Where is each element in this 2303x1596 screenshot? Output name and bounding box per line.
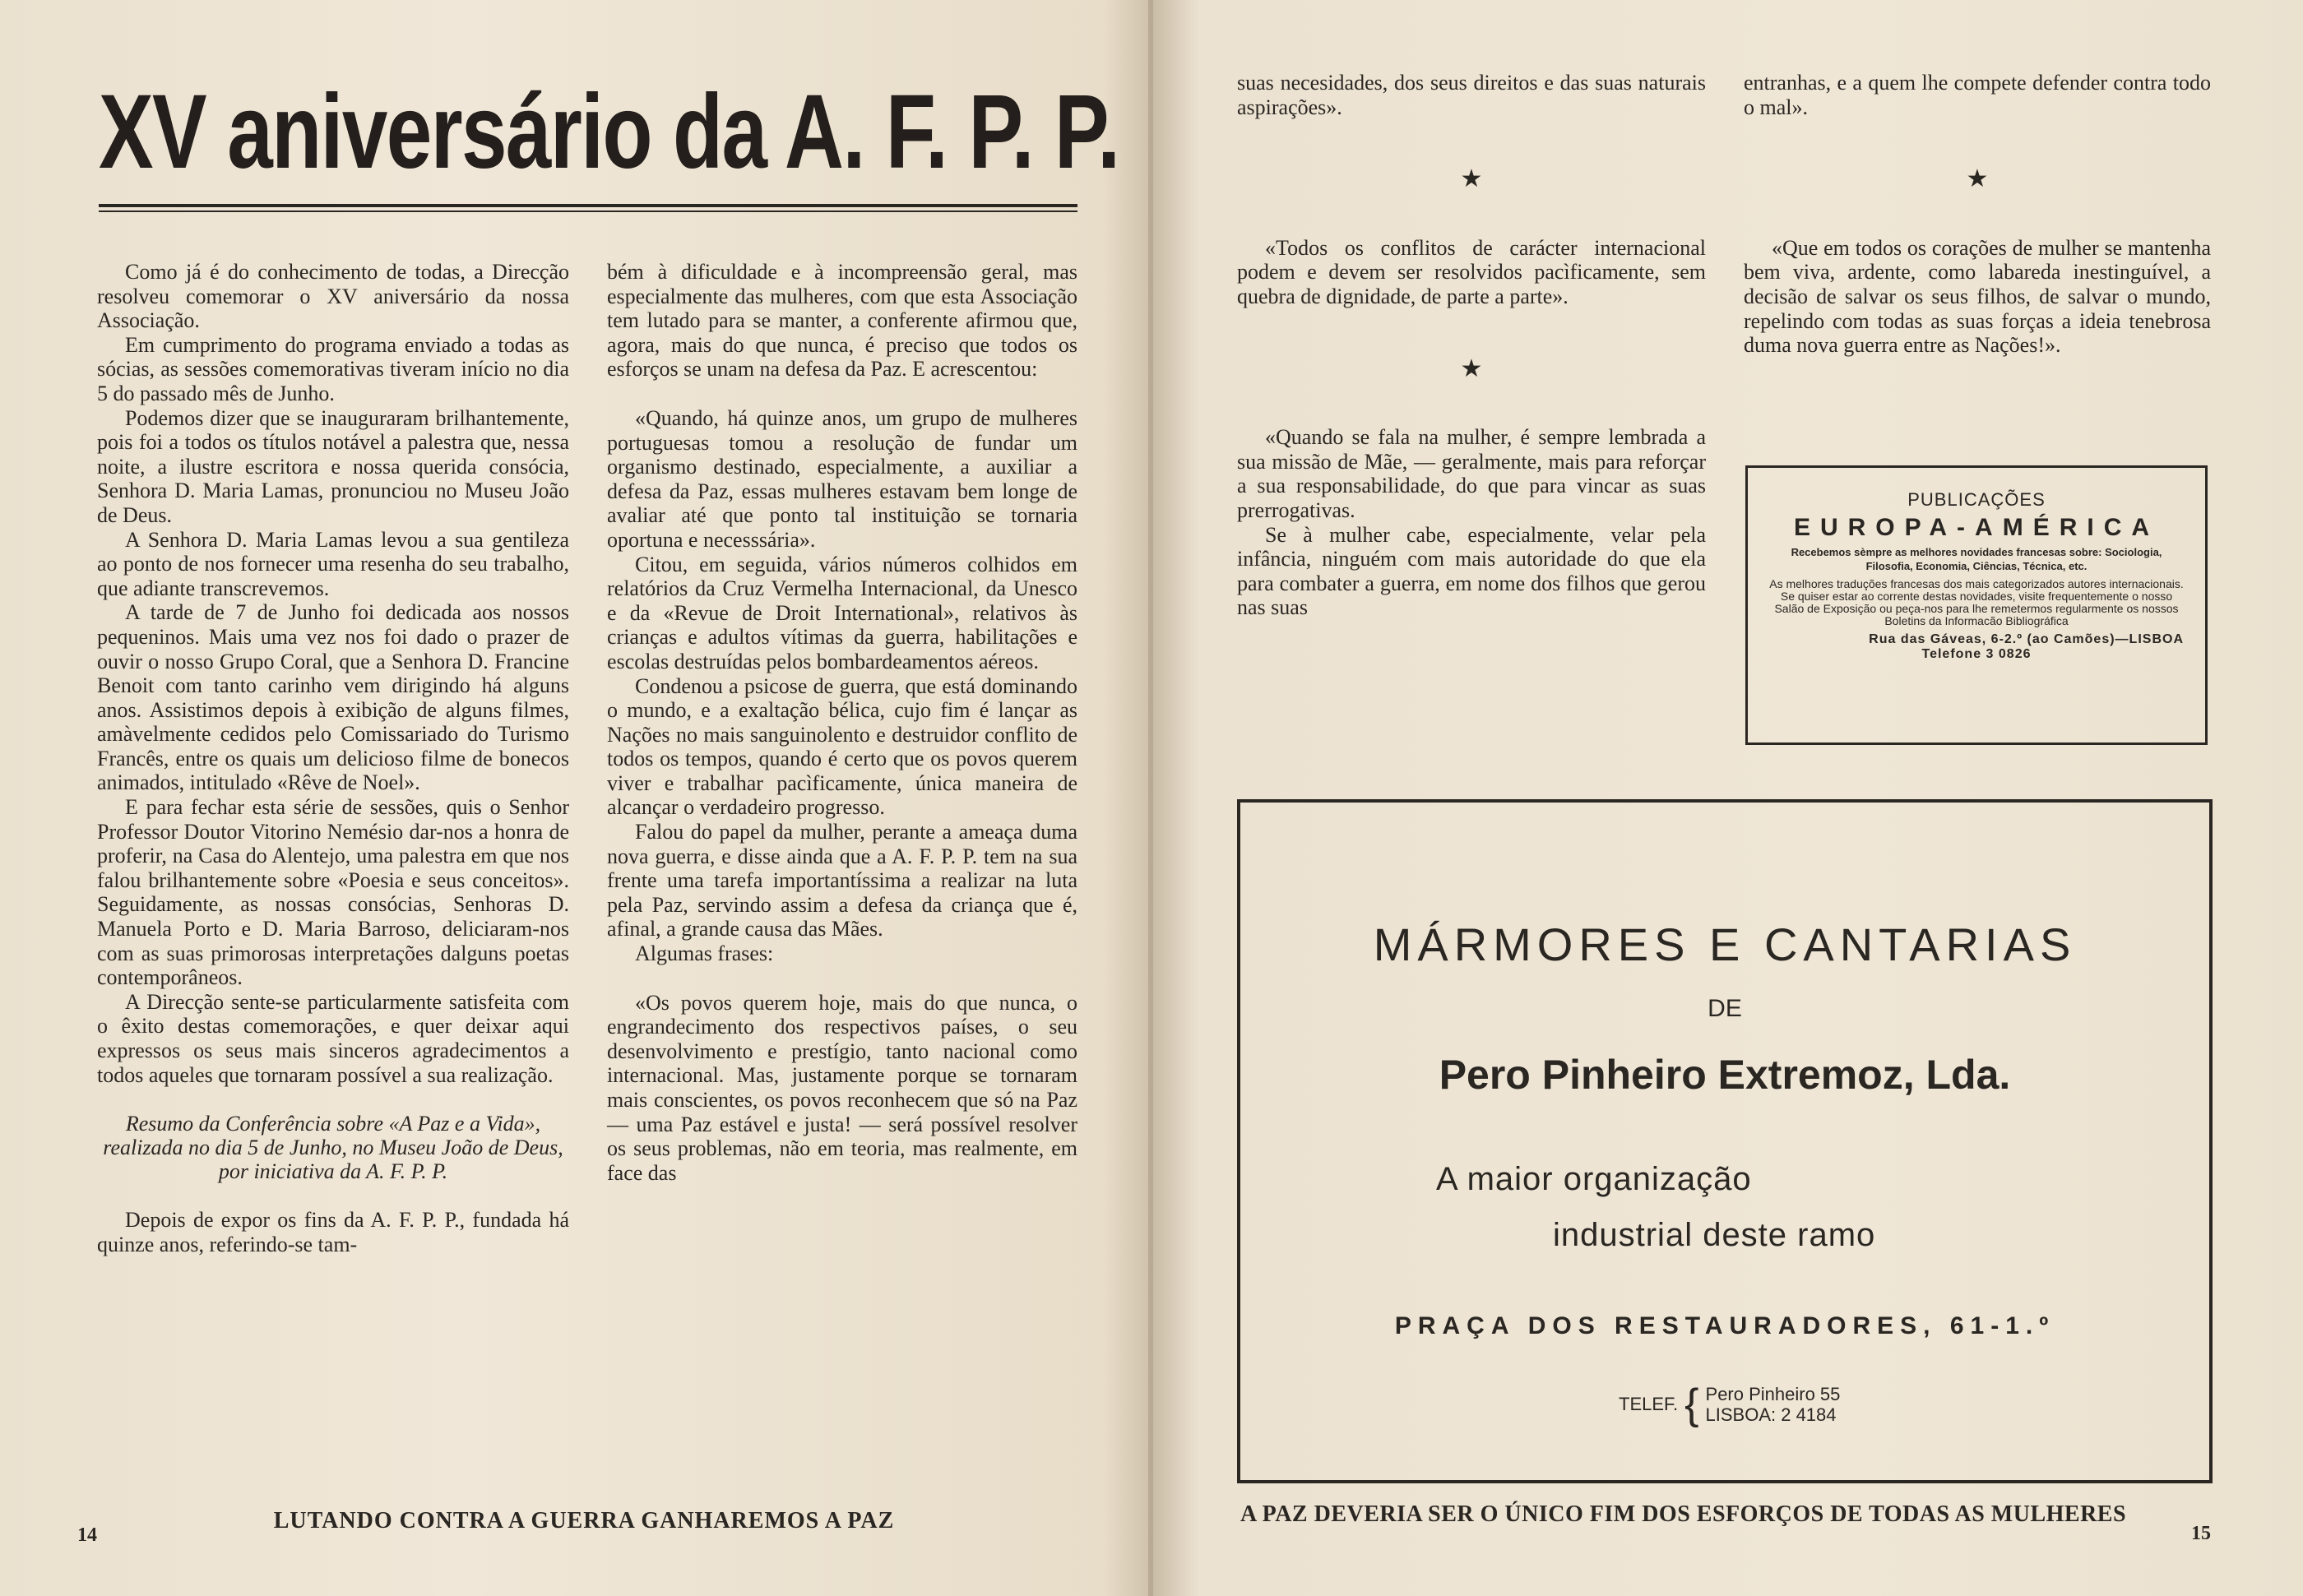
paragraph: bém à dificuldade e à incompreensão geral, mas especialmente das mulheres, com que esta Associação tem lutado para se manter, a conferente afirmou que, agora, mais do que nunca, é preciso que todos os esforços se unam na defesa da Paz. E acrescentou: (607, 260, 1077, 382)
quote-paragraph: «Quando, há quinze anos, um grupo de mulheres portuguesas tomou a resolução de fundar um organismo destinado, especialmente, a auxiliar a defesa da Paz, essas mulheres estavam bem longe de avaliar até que ponto tal instituição se tornaria oportuna e necesssária». (607, 405, 1077, 552)
paragraph: E para fechar esta série de sessões, quis o Senhor Professor Doutor Vitorino Nemésio dar-nos a honra de proferir, na Casa do Alentejo, uma palestra em que nos falou brilhantemente sobre «Poesia e seus conceitos». Seguidamente, as nossas consócias, Senhoras D. Manuela Porto e D. Maria Barroso, deliciaram-nos com as suas primorosas interpretações dalguns poetas contemporâneos. (97, 795, 569, 990)
right-page (1153, 0, 2303, 1596)
ad-text: Recebemos sèmpre as melhores novidades francesas sobre: Sociologia, Filosofia, Economia, Ciências, Técnica, etc. (1791, 546, 2162, 572)
left-page (0, 0, 1150, 1596)
tel-line: LISBOA: 2 4184 (1705, 1404, 1837, 1425)
tel-lines (1706, 1384, 1841, 1425)
ad-text: As melhores traduções francesas dos mais categorizados autores internacionais. Se quiser estar ao corrente destas novidades, visite frequentemente o nosso Salão de Exposição ou peça-nos para lhe remetermos regularmente os nossos Boletins da Informacão Bibliográfica (1769, 577, 2184, 627)
conference-caption: Resumo da Conferência sobre «A Paz e a Vida», realizada no dia 5 de Junho, no Museu João de Deus, por iniciativa da A. F. P. P. (103, 1112, 563, 1184)
ad-slogan: A maior organização (1436, 1161, 1752, 1197)
ad-address: PRAÇA DOS RESTAURADORES, 61-1.º (1394, 1312, 2055, 1339)
ad-brand: EUROPA-AMÉRICA (1793, 514, 2160, 541)
tel-line: Pero Pinheiro 55 (1705, 1384, 1841, 1404)
star-separator: ★ (1460, 165, 1483, 193)
page-number-left: 14 (77, 1524, 97, 1546)
paragraph: A Direcção sente-se particularmente satisfeita com o êxito destas comemorações, e quer deixar aqui expressos os seus mais sinceros agradecimentos a todos aqueles que tornaram possível a sua realização. (97, 989, 569, 1087)
left-column-1 (97, 260, 569, 1256)
star-separator: ★ (1460, 354, 1483, 382)
paragraph: Se à mulher cabe, especialmente, velar pela infância, ninguém com mais autoridade do que ela para combater a guerra, em nome dos filhos que gerou nas suas (1237, 522, 1706, 620)
paragraph: Como já é do conhecimento de todas, a Direcção resolveu comemorar o XV aniversário da nossa Associação. (97, 260, 569, 333)
ad-title: MÁRMORES E CANTARIAS (1373, 918, 2077, 970)
ad-marmores (1237, 799, 2213, 1483)
left-footer-slogan: LUTANDO CONTRA A GUERRA GANHAREMOS A PAZ (273, 1508, 895, 1534)
quote-paragraph: «Que em todos os corações de mulher se mantenha bem viva, ardente, como labareda inestinguível, a decisão de salvar os seus filhos, de salvar o mundo, repelindo com todas as suas forças a ideia tenebrosa duma nova guerra entre as Nações!». (1744, 235, 2211, 358)
ad-company: Pero Pinheiro Extremoz, Lda. (1439, 1052, 2011, 1098)
ad-slogan: industrial deste ramo (1553, 1217, 1876, 1253)
paragraph: entranhas, e a quem lhe compete defender contra todo o mal». (1744, 71, 2211, 119)
right-footer-slogan: A PAZ DEVERIA SER O ÚNICO FIM DOS ESFORÇOS DE TODAS AS MULHERES (1240, 1501, 2127, 1527)
ad-heading: PUBLICAÇÕES (1907, 489, 2046, 510)
headline: XV aniversário da A. F. P. P. (99, 73, 1119, 191)
ad-telephone (1619, 1383, 1840, 1426)
paragraph: Condenou a psicose de guerra, que está dominando o mundo, e a exaltação bélica, cujo fim é lançar as Nações no mais sanguinolento e destruidor conflito de todos os tempos, quando é certo que os povos querem viver e trabalhar pacìficamente, única maneira de alcançar o verdadeiro progresso. (607, 673, 1077, 820)
right-column-2 (1744, 71, 2211, 358)
quote-paragraph: «Todos os conflitos de carácter internacional podem e devem ser resolvidos pacìficamente, sem quebra de dignidade, de parte a parte». (1237, 235, 1706, 308)
paragraph: Citou, em seguida, vários números colhidos em relatórios da Cruz Vermelha Internacional, da Unesco e da «Revue de Droit International», relativos às crianças e adultos vítimas da guerra, habilitações e escolas destruídas pelos bombardeamentos aéreos. (607, 552, 1077, 673)
paragraph: A tarde de 7 de Junho foi dedicada aos nossos pequeninos. Mais uma vez nos foi dado o prazer de ouvir o nosso Grupo Coral, que a Senhora D. Francine Benoit com tanto carinho vem dirigindo há alguns anos. Assistimos depois à exibição de alguns filmes, amàvelmente cedidos pelo Comissariado do Turismo Francês, entre os quais um delicioso filme de bonecos animados, intitulado «Rêve de Noel». (97, 600, 569, 795)
paragraph: A Senhora D. Maria Lamas levou a sua gentileza ao ponto de nos fornecer uma resenha do seu trabalho, que adiante transcrevemos. (97, 527, 569, 600)
quote-paragraph: «Quando se fala na mulher, é sempre lembrada a sua missão de Mãe, — geralmente, mais para reforçar a sua responsabilidade, do que para vincar as suas prerrogativas. (1237, 425, 1706, 522)
ad-europa-america (1745, 465, 2208, 745)
ad-address: Rua das Gáveas, 6-2.º (ao Camões)—LISBOA (1869, 632, 2184, 646)
tel-label: TELEF. (1619, 1394, 1679, 1414)
left-column-2 (607, 260, 1077, 1185)
headline-rule-thin (99, 210, 1077, 212)
paragraph: Algumas frases: (635, 941, 774, 966)
star-separator: ★ (1966, 165, 1989, 193)
paragraph: Falou do papel da mulher, perante a ameaça duma nova guerra, e disse ainda que a A. F. P. P. tem na sua frente uma tarefa importantíssima a realizar na luta pela Paz, servindo assim a defesa da criança que é, afinal, a grande causa das Mães. (607, 820, 1077, 941)
paragraph: Depois de expor os fins da A. F. P. P., fundada há quinze anos, referindo-se tam- (97, 1208, 569, 1256)
right-column-1 (1237, 71, 1706, 620)
headline-rule (99, 204, 1077, 207)
paragraph: Em cumprimento do programa enviado a todas as sócias, as sessões comemorativas tiveram início no dia 5 do passado mês de Junho. (97, 332, 569, 405)
paragraph: Podemos dizer que se inauguraram brilhantemente, pois foi a todos os títulos notável a palestra que, nessa noite, a ilustre escritora e nossa querida consócia, Senhora D. Maria Lamas, pronunciou no Museu João de Deus. (97, 405, 569, 527)
paragraph: suas necesidades, dos seus direitos e das suas naturais aspirações». (1237, 71, 1706, 119)
brace-glyph: { (1684, 1381, 1699, 1428)
ad-phone: Telefone 3 0826 (1921, 647, 2032, 661)
quote-paragraph: «Os povos querem hoje, mais do que nunca, o engrandecimento dos respectivos países, o seu desenvolvimento e prestígio, tanto nacional como internacional. Mas, justamente porque se tornaram mais conscientes, os povos reconhecem que só na Paz — uma Paz estável e justa! — será possível resolver os seus problemas, não em teoria, mas realmente, em face das (607, 990, 1077, 1185)
page-number-right: 15 (2191, 1523, 2211, 1544)
ad-de: DE (1708, 995, 1742, 1022)
